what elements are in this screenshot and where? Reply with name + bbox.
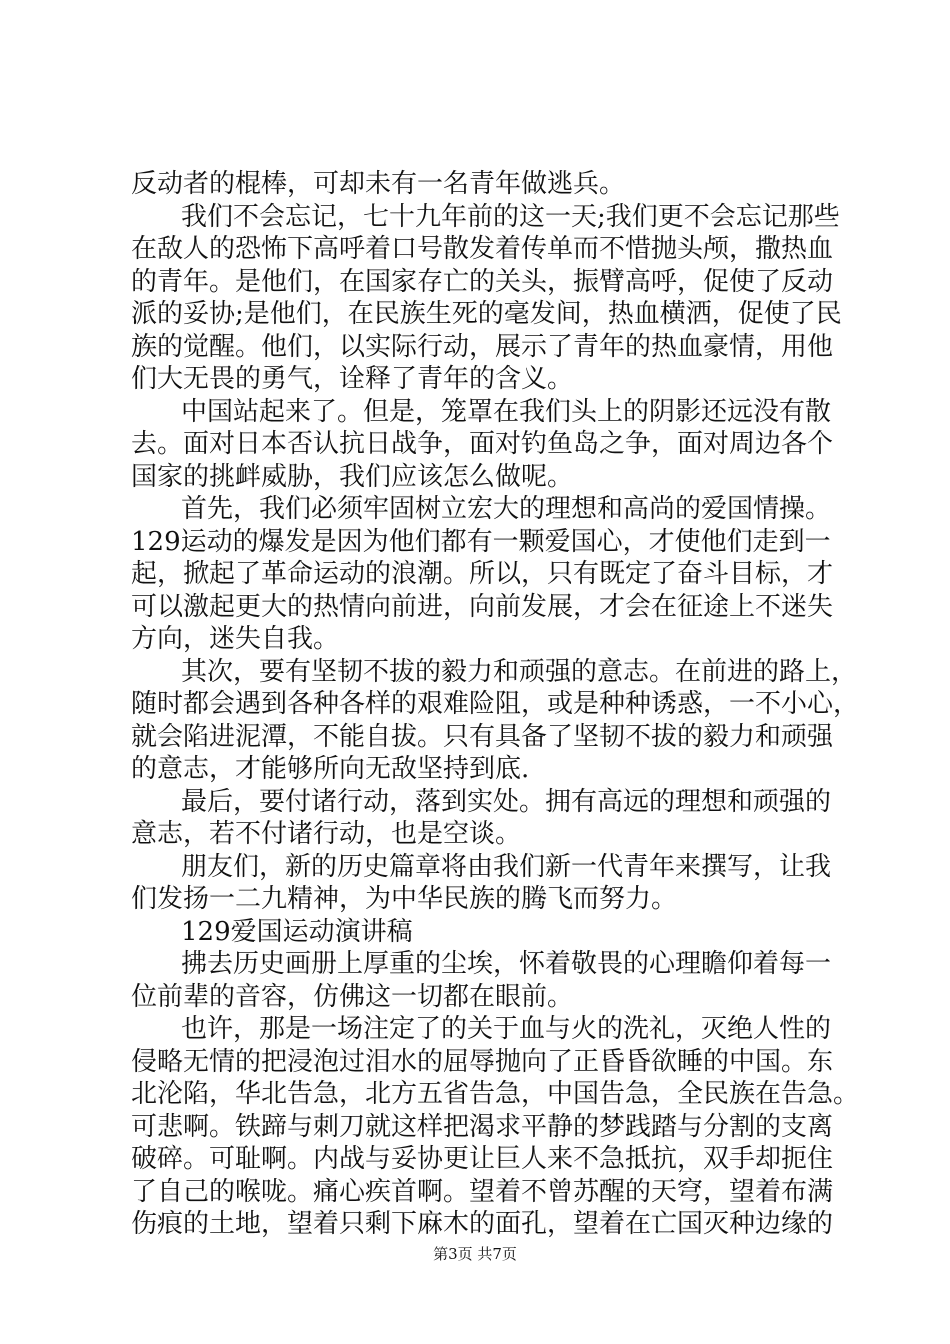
text-line: 族的觉醒。他们，以实际行动，展示了青年的热血豪情，用他 <box>131 331 834 362</box>
text-line: 们发扬一二九精神，为中华民族的腾飞而努力。 <box>131 884 678 914</box>
text-line: 国家的挑衅威胁，我们应该怎么做呢。 <box>131 461 574 492</box>
text-line: 129爱国运动演讲稿 <box>181 916 413 947</box>
text-line: 也许，那是一场注定了的关于血与火的洗礼，灭绝人性的 <box>181 1014 832 1044</box>
text-line: 拂去历史画册上厚重的尘埃，怀着敬畏的心理瞻仰着每一 <box>181 949 832 979</box>
text-line: 伤痕的土地，望着只剩下麻木的面孔，望着在亡国灭种边缘的 <box>131 1209 834 1239</box>
text-line: 起，掀起了革命运动的浪潮。所以，只有既定了奋斗目标，才 <box>131 559 834 589</box>
text-line: 朋友们，新的历史篇章将由我们新一代青年来撰写，让我 <box>181 851 832 882</box>
text-line: 派的妥协;是他们，在民族生死的毫发间，热血横洒，促使了民 <box>131 299 842 329</box>
text-line: 的青年。是他们，在国家存亡的关头，振臂高呼，促使了反动 <box>131 266 834 297</box>
text-line: 意志，若不付诸行动，也是空谈。 <box>131 819 522 849</box>
text-line: 129运动的爆发是因为他们都有一颗爱国心，才使他们走到一 <box>131 526 831 557</box>
body-text <box>131 168 860 1241</box>
text-line: 位前辈的音容，仿佛这一切都在眼前。 <box>131 981 574 1012</box>
text-line: 可悲啊。铁蹄与刺刀就这样把渴求平静的梦践踏与分割的支离 <box>131 1111 834 1142</box>
page-footer: 第3页 共7页 <box>433 1245 517 1263</box>
text-line: 在敌人的恐怖下高呼着口号散发着传单而不惜抛头颅，撒热血 <box>131 234 834 264</box>
text-line: 们大无畏的勇气，诠释了青年的含义。 <box>131 364 574 394</box>
text-line: 随时都会遇到各种各样的艰难险阻，或是种种诱惑，一不小心， <box>131 689 860 719</box>
text-line: 方向，迷失自我。 <box>131 624 340 654</box>
text-line: 就会陷进泥潭，不能自拔。只有具备了坚韧不拔的毅力和顽强 <box>131 721 834 752</box>
text-line: 我们不会忘记，七十九年前的这一天;我们更不会忘记那些 <box>181 201 840 232</box>
text-line: 了自己的喉咙。痛心疾首啊。望着不曾苏醒的天穹，望着布满 <box>131 1176 834 1207</box>
text-line: 可以激起更大的热情向前进，向前发展，才会在征途上不迷失 <box>131 591 834 622</box>
text-line: 首先，我们必须牢固树立宏大的理想和高尚的爱国情操。 <box>181 494 832 524</box>
text-line: 反动者的棍棒，可却未有一名青年做逃兵。 <box>131 169 626 199</box>
text-line: 的意志，才能够所向无敌坚持到底. <box>131 754 530 784</box>
text-line: 中国站起来了。但是，笼罩在我们头上的阴影还远没有散 <box>181 396 832 427</box>
text-line: 去。面对日本否认抗日战争，面对钓鱼岛之争，面对周边各个 <box>131 429 834 459</box>
text-line: 破碎。可耻啊。内战与妥协更让巨人来不急抵抗，双手却扼住 <box>131 1144 834 1174</box>
text-line: 北沦陷，华北告急，北方五省告急，中国告急，全民族在告急。 <box>131 1079 860 1109</box>
text-line: 侵略无情的把浸泡过泪水的屈辱抛向了正昏昏欲睡的中国。东 <box>131 1046 834 1077</box>
text-line: 最后，要付诸行动，落到实处。拥有高远的理想和顽强的 <box>181 786 832 817</box>
text-line: 其次，要有坚韧不拔的毅力和顽强的意志。在前进的路上， <box>181 656 858 687</box>
